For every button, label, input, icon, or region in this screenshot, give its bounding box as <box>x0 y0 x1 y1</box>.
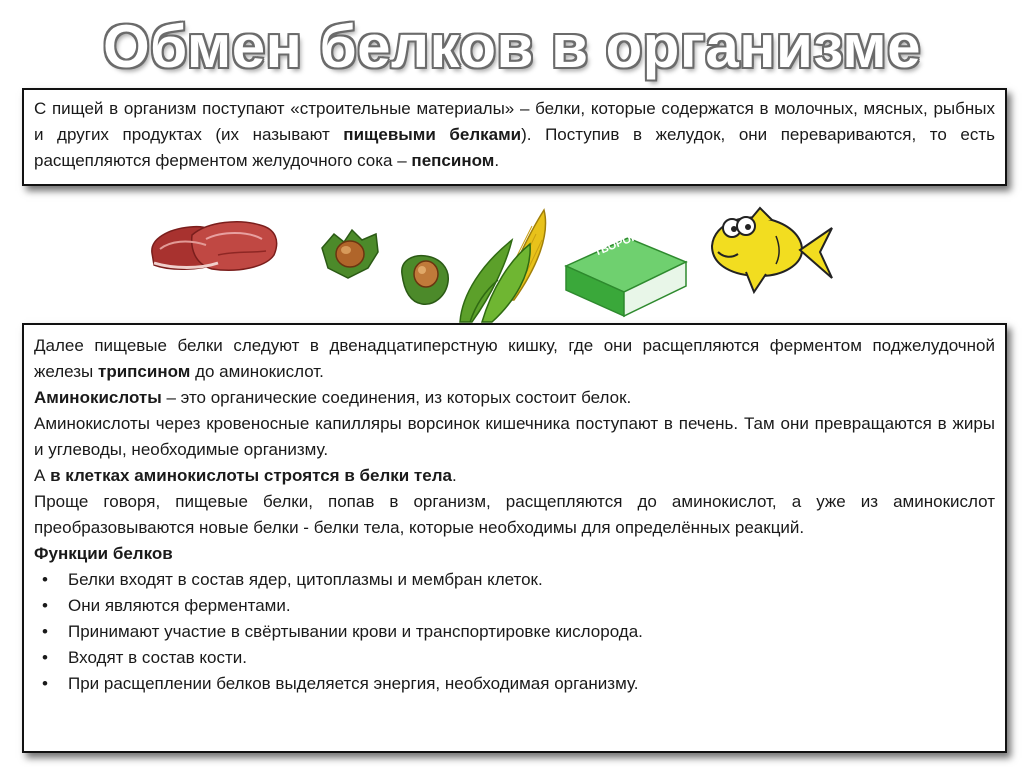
list-item-text: При расщеплении белков выделяется энергия, необходимая организму. <box>68 674 639 693</box>
page-title: Обмен белков в организме <box>102 13 921 80</box>
list-item-text: Белки входят в состав ядер, цитоплазмы и мембран клеток. <box>68 570 543 589</box>
list-item <box>34 645 995 671</box>
bullet-icon: • <box>42 570 48 589</box>
p2-text: – это органические соединения, из которых состоит белок. <box>161 388 632 407</box>
paragraph-body-proteins <box>34 463 995 489</box>
bullet-icon: • <box>42 648 48 667</box>
intro-text-1: С пищей в организм поступают «строительные материалы» – белки, которые содержатся в молочных, мясных, рыбных и других продуктах (их называют <box>34 99 995 144</box>
functions-list <box>34 567 995 697</box>
corn-icon <box>452 204 552 324</box>
food-images-row <box>0 200 1024 325</box>
paragraph-summary: Проще говоря, пищевые белки, попав в организм, расщепляются до аминокислот, а уже из аминокислот преобразовываются новые белки - белки тела, которые необходимы для определённых реакций. <box>34 492 995 537</box>
bullet-icon: • <box>42 622 48 641</box>
list-item <box>34 671 995 697</box>
intro-text-3: . <box>494 151 500 170</box>
list-item-text: Они являются ферментами. <box>68 596 291 615</box>
p1-text-1: Далее пищевые белки следуют в двенадцатиперстную кишку, где они расщепляются ферментом поджелудочной железы <box>34 336 995 381</box>
box-label: ТВОРОГ <box>592 230 639 259</box>
nut-icon <box>396 250 452 308</box>
paragraph-liver: Аминокислоты через кровеносные капилляры ворсинок кишечника поступают в печень. Там они превращаются в жиры и углеводы, необходимые организму. <box>34 414 995 459</box>
list-item <box>34 567 995 593</box>
meat-icon <box>148 215 280 277</box>
intro-bold-pepsin: пепсином <box>411 151 495 170</box>
p2-bold-amino: Аминокислоты <box>34 388 162 407</box>
bullet-icon: • <box>42 596 48 615</box>
p1-text-2: до аминокислот. <box>190 362 324 381</box>
intro-text-2: ). Поступив в желудок, они перевариваются, то есть расщепляются ферментом желудочного сока – <box>34 125 995 170</box>
functions-heading-text: Функции белков <box>34 544 173 563</box>
fish-icon <box>706 206 836 296</box>
intro-paragraph <box>34 96 995 174</box>
list-item-text: Входят в состав кости. <box>68 648 247 667</box>
p4-text-1: А <box>34 466 51 485</box>
list-item <box>34 619 995 645</box>
p4-text-2: . <box>451 466 457 485</box>
paragraph-amino-definition <box>34 385 995 411</box>
paragraph-trypsin <box>34 333 995 385</box>
nut-icon <box>318 228 382 280</box>
p1-bold-trypsin: трипсином <box>98 362 191 381</box>
cottage-cheese-box-icon <box>558 226 690 318</box>
list-item-text: Принимают участие в свёртывании крови и транспортировке кислорода. <box>68 622 643 641</box>
functions-heading <box>34 541 995 567</box>
list-item <box>34 593 995 619</box>
intro-text-box <box>22 88 1007 186</box>
intro-bold-food-proteins: пищевыми белками <box>343 125 522 144</box>
p4-bold: в клетках аминокислоты строятся в белки тела <box>50 466 452 485</box>
bullet-icon: • <box>42 674 48 693</box>
main-text-box <box>22 323 1007 753</box>
